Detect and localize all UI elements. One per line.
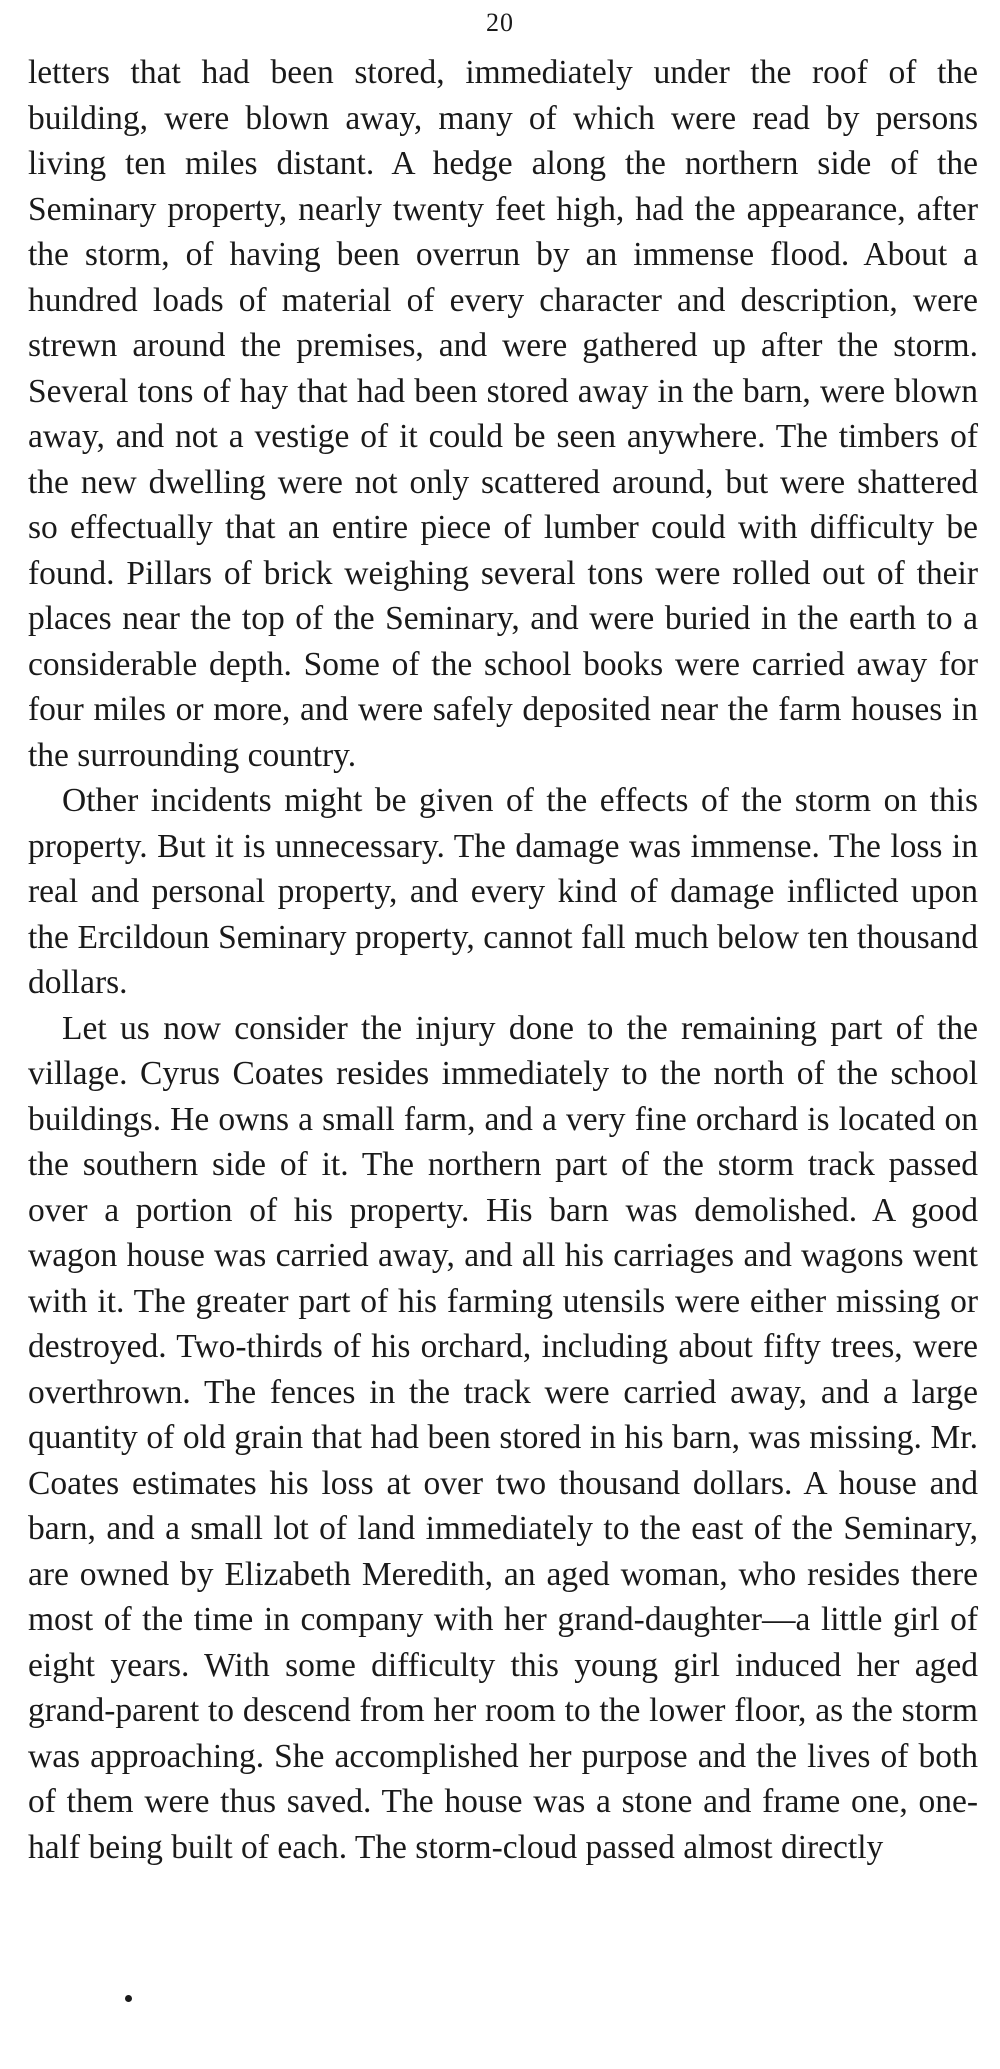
paragraph-1: letters that had been stored, immediately under the roof of the building, were blown away, many of which were read by persons living ten miles distant. A hedge along the northern side of the Seminary property, nearly twenty feet high, had the appearance, after the storm, of having been overrun by an immense flood. About a hundred loads of material of every character and description, were strewn around the premises, and were gathered up after the storm. Several tons of hay that had been stored away in the barn, were blown away, and not a vestige of it could be seen anywhere. The timbers of the new dwelling were not only scattered around, but were shattered so effectually that an entire piece of lumber could with difficulty be found. Pillars of brick weighing several tons were rolled out of their places near the top of the Seminary, and were buried in the earth to a considerable depth. Some of the school books were carried away for four miles or more, and were safely deposited near the farm houses in the surrounding country. (28, 54, 978, 774)
page-number: 20 (486, 8, 514, 37)
ink-speck-mark (125, 1995, 132, 2002)
paragraph-2: Other incidents might be given of the effects of the storm on this property. But it is unnecessary. The damage was immense. The loss in real and personal property, and every kind of damage inflicted upon the Ercildoun Seminary property, cannot fall much below ten thousand dollars. (28, 782, 978, 1001)
page-body (28, 50, 978, 1870)
paragraph-3: Let us now consider the injury done to the remaining part of the village. Cyrus Coates resides immediately to the north of the school buildings. He owns a small farm, and a very fine orchard is located on the southern side of it. The northern part of the storm track passed over a portion of his property. His barn was demolished. A good wagon house was carried away, and all his carriages and wagons went with it. The greater part of his farming utensils were either missing or destroyed. Two-thirds of his orchard, including about fifty trees, were overthrown. The fences in the track were carried away, and a large quantity of old grain that had been stored in his barn, was missing. Mr. Coates estimates his loss at over two thousand dollars. A house and barn, and a small lot of land immediately to the east of the Seminary, are owned by Elizabeth Meredith, an aged woman, who resides there most of the time in company with her grand-daughter—a little girl of eight years. With some difficulty this young girl induced her aged grand-parent to descend from her room to the lower floor, as the storm was approaching. She accomplished her purpose and the lives of both of them were thus saved. The house was a stone and frame one, one-half being built of each. The storm-cloud passed almost directly (28, 1009, 978, 1866)
